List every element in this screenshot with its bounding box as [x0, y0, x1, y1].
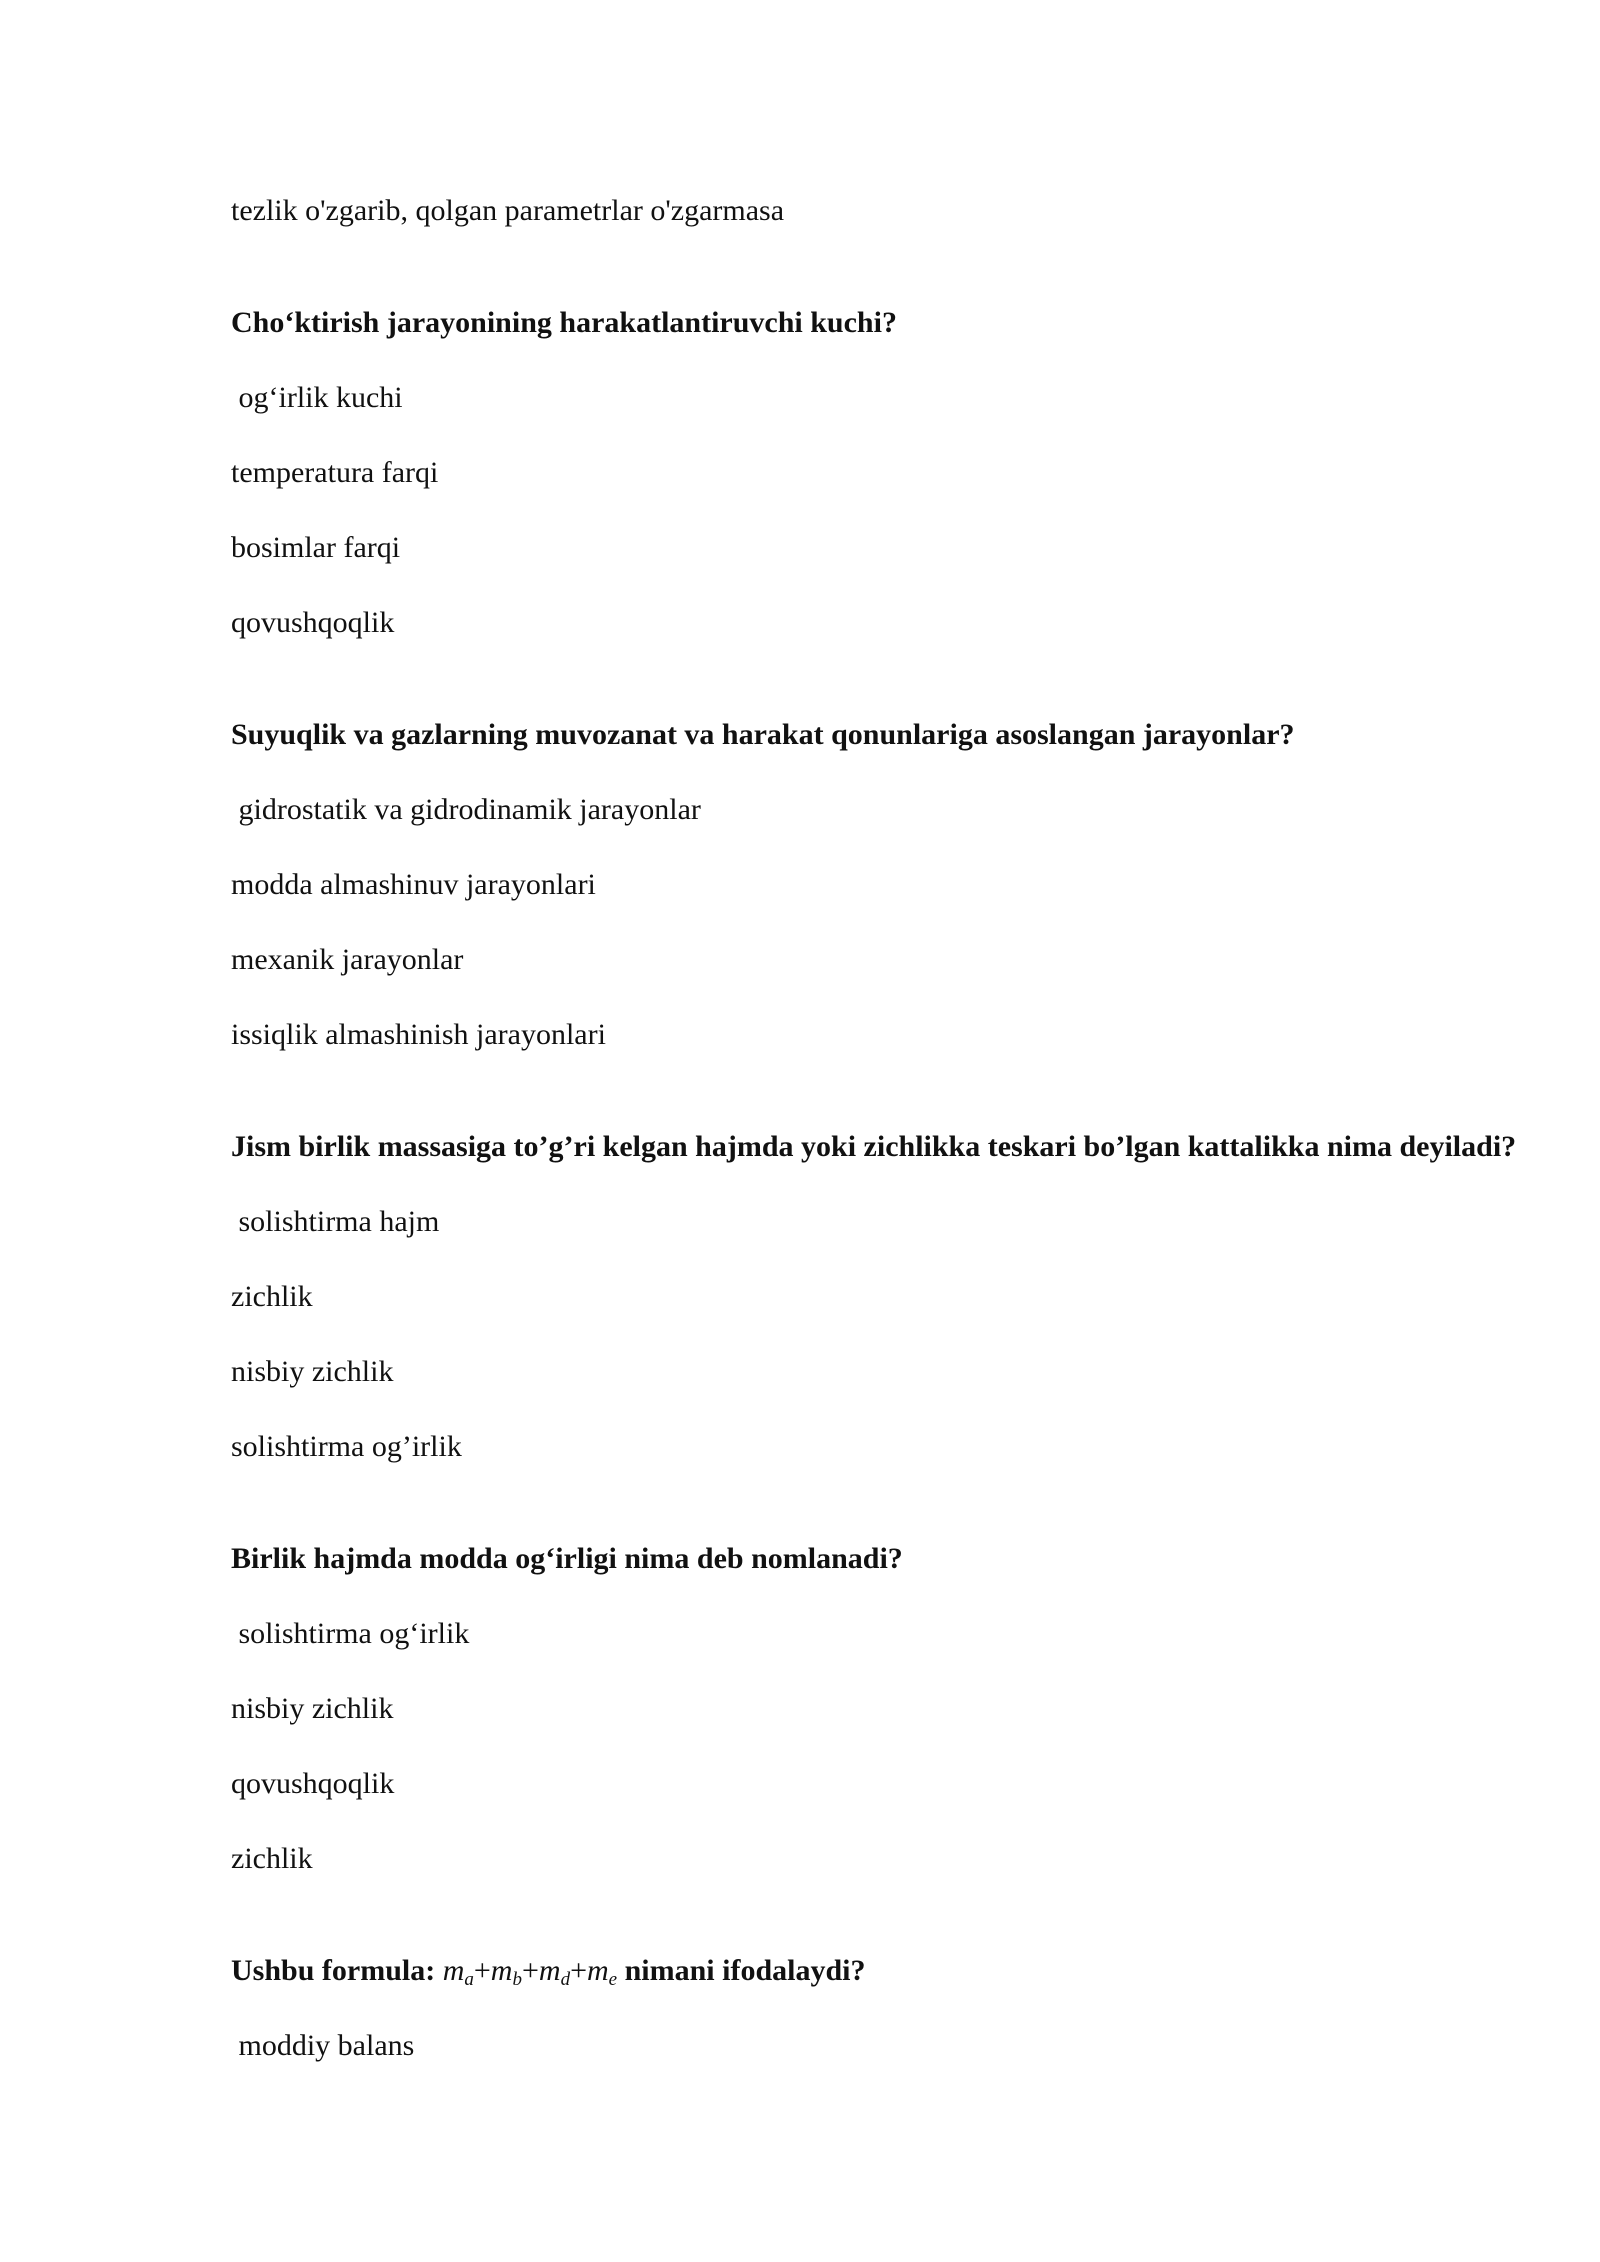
answer-option: modda almashinuv jarayonlari — [231, 868, 596, 901]
formula-term-subscript: b — [512, 1969, 522, 1990]
formula-operator: + — [473, 1954, 491, 1987]
answer-option: issiqlik almashinish jarayonlari — [231, 1018, 606, 1051]
formula-term-base: m — [490, 1954, 513, 1987]
question-block — [231, 1129, 1531, 1465]
answer-option: solishtirma og’irlik — [231, 1430, 462, 1463]
formula-term-base: m — [538, 1954, 561, 1987]
question-block — [231, 305, 1531, 641]
answer-option: solishtirma og‘irlik — [231, 1617, 470, 1650]
formula-term-subscript: a — [464, 1969, 474, 1990]
answer-option: temperatura farqi — [231, 456, 439, 489]
question-block — [231, 1541, 1531, 1877]
answer-option: qovushqoqlik — [231, 1767, 395, 1800]
answer-option: qovushqoqlik — [231, 606, 395, 639]
question-text: Suyuqlik va gazlarning muvozanat va harakat qonunlariga asoslangan jarayonlar? — [231, 718, 1295, 751]
preceding-answer-group — [231, 193, 1531, 229]
question-block — [231, 1953, 1531, 2064]
question-text: Cho‘ktirish jarayonining harakatlantiruvchi kuchi? — [231, 306, 897, 339]
answer-option: nisbiy zichlik — [231, 1692, 394, 1725]
document-page — [231, 193, 1531, 2064]
answer-option: nisbiy zichlik — [231, 1355, 394, 1388]
formula-term-base: m — [586, 1954, 609, 1987]
answer-option: moddiy balans — [231, 2029, 415, 2062]
question-block — [231, 717, 1531, 1053]
question-text: Jism birlik massasiga to’g’ri kelgan hajmda yoki zichlikka teskari bo’lgan kattalikka nima deyiladi? — [231, 1130, 1517, 1163]
formula-operator: + — [521, 1954, 539, 1987]
formula-term-subscript: e — [608, 1969, 618, 1990]
answer-option: zichlik — [231, 1280, 313, 1313]
formula-term-subscript: d — [560, 1969, 571, 1990]
answer-option: zichlik — [231, 1842, 313, 1875]
answer-option: gidrostatik va gidrodinamik jarayonlar — [231, 793, 701, 826]
answer-option: solishtirma hajm — [231, 1205, 440, 1238]
answer-option: og‘irlik kuchi — [231, 381, 403, 414]
answer-option: bosimlar farqi — [231, 531, 401, 564]
question-text: Birlik hajmda modda og‘irligi nima deb nomlanadi? — [231, 1542, 903, 1575]
formula-term-base: m — [442, 1954, 465, 1987]
formula-operator: + — [570, 1954, 587, 1987]
mass-balance-formula — [442, 1954, 618, 1990]
question-suffix: nimani ifodalaydi? — [624, 1954, 866, 1987]
question-prefix: Ushbu formula: — [231, 1954, 436, 1987]
answer-option: mexanik jarayonlar — [231, 943, 464, 976]
answer-option: tezlik o'zgarib, qolgan parametrlar o'zgarmasa — [231, 194, 785, 227]
question-text — [231, 1953, 1531, 1989]
